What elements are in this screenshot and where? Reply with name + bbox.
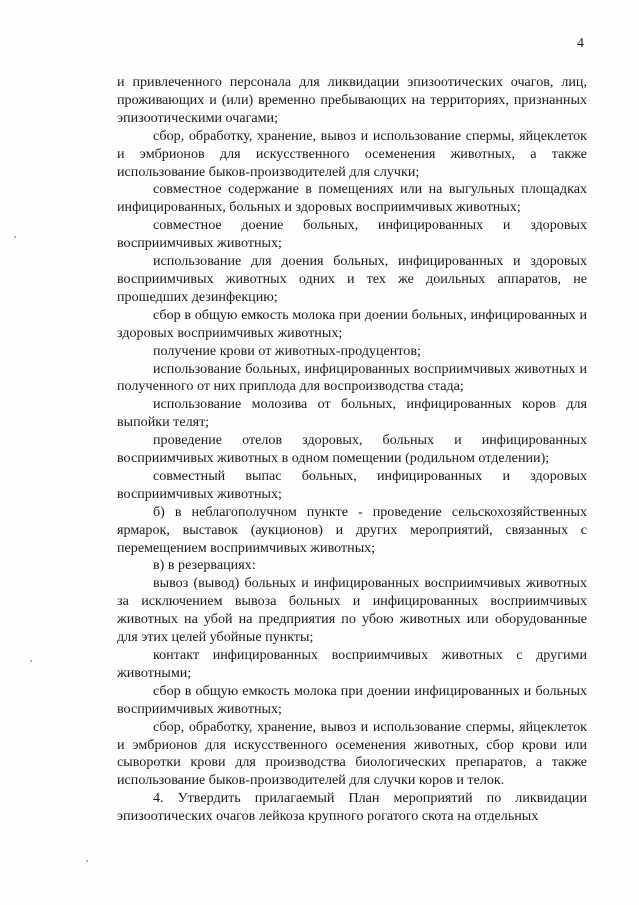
paragraph: совместное доение больных, инфицированных и здоровых восприимчивых животных; (117, 217, 587, 252)
scan-speck (14, 236, 16, 238)
paragraph: использование молозива от больных, инфицированных коров для выпойки телят; (117, 396, 587, 431)
paragraph: вывоз (вывод) больных и инфицированных восприимчивых животных за исключением вывоза больных и инфицированных восприимчивых животных на убой на предприятия по убою животных или оборудованные для этих целей убойные пункты; (117, 575, 587, 646)
paragraph: сбор, обработку, хранение, вывоз и использование спермы, яйцеклеток и эмбрионов для искусственного осеменения животных, а также использование быков-производителей для случки; (117, 127, 587, 180)
paragraph: проведение отелов здоровых, больных и инфицированных восприимчивых животных в одном помещении (родильном отделении); (117, 432, 587, 467)
paragraph: получение крови от животных-продуцентов; (153, 342, 421, 359)
paragraph: использование больных, инфицированных восприимчивых животных и полученного от них приплода для воспроизводства стада; (117, 360, 587, 395)
page-number: 4 (577, 36, 584, 51)
paragraph: сбор в общую емкость молока при доении больных, инфицированных и здоровых восприимчивых животных; (117, 306, 587, 341)
paragraph: б) в неблагополучном пункте - проведение сельскохозяйственных ярмарок, выставок (аукционов) и других мероприятий, связанных с перемещением восприимчивых животных; (117, 503, 587, 556)
paragraph: контакт инфицированных восприимчивых животных с другими животными; (117, 647, 587, 681)
paragraph: совместное содержание в помещениях или на выгульных площадках инфицированных, больных и здоровых восприимчивых животных; (117, 181, 587, 216)
paragraph: в) в резервациях: (153, 557, 256, 574)
paragraph: использование для доения больных, инфицированных и здоровых восприимчивых животных одних и тех же доильных аппаратов, не прошедших дезинфекцию; (117, 253, 587, 305)
paragraph: совместный выпас больных, инфицированных и здоровых восприимчивых животных; (117, 467, 587, 502)
scan-speck (86, 860, 88, 862)
scan-speck (30, 660, 32, 662)
paragraph: и привлеченного персонала для ликвидации эпизоотических очагов, лиц, проживающих и (или) временно пребывающих на территориях, признанных эпизоотическими очагами; (117, 74, 587, 126)
paragraph: сбор, обработку, хранение, вывоз и использование спермы, яйцеклеток и эмбрионов для искусственного осеменения животных, сбор крови или сыворотки крови для производства биологических препаратов, а также использование быков-производителей для случки коров и телок. (117, 718, 587, 789)
paragraph: сбор в общую емкость молока при доении инфицированных и больных восприимчивых животных; (117, 682, 587, 717)
document-body (117, 74, 587, 826)
paragraph: 4. Утвердить прилагаемый План мероприятий по ликвидации эпизоотических очагов лейкоза крупного рогатого скота на отдельных (117, 790, 587, 825)
